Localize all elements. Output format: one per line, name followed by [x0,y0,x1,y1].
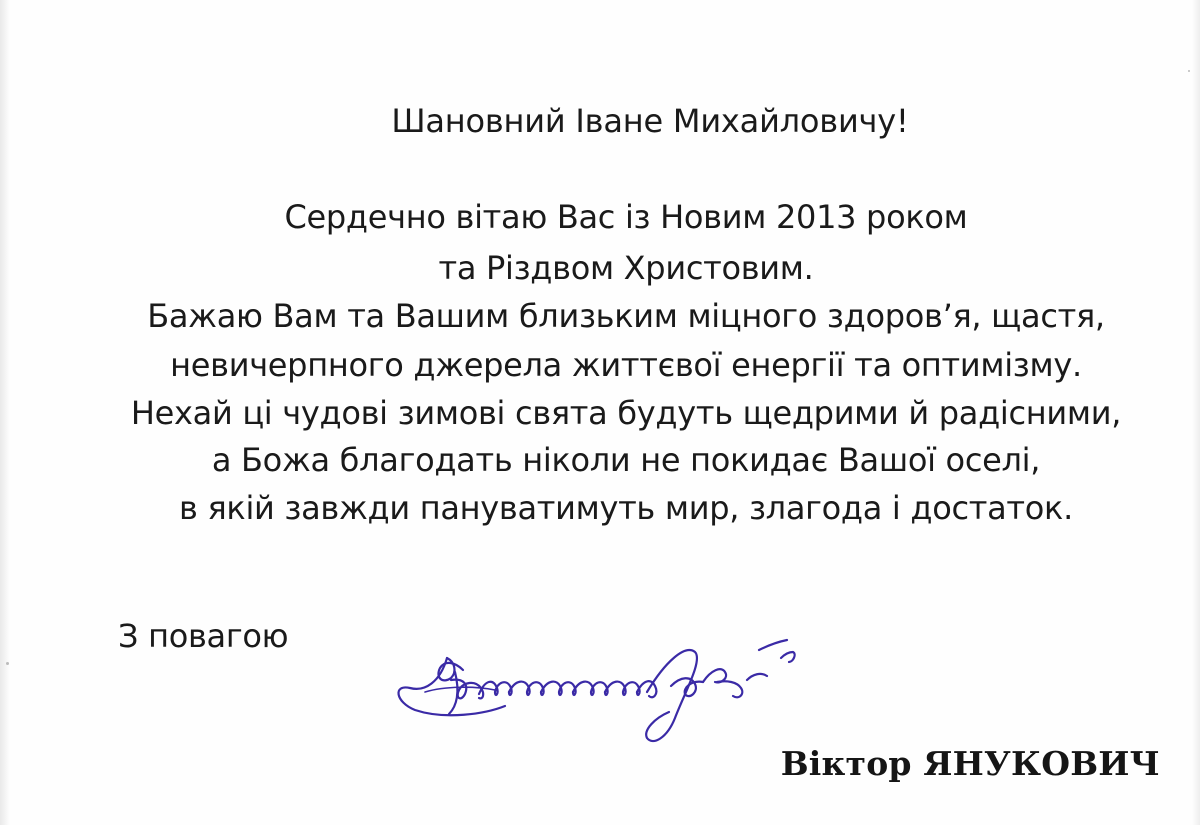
letter-line-1: Сердечно вітаю Вас із Новим 2013 роком [284,198,968,236]
left-edge-shadow [0,0,10,825]
handwritten-signature [385,622,845,752]
letter-line-6: а Божа благодать ніколи не покидає Вашої оселі, [211,441,1041,479]
letter-line-4: невичерпного джерела життєвої енергії та оптимізму. [170,346,1082,384]
letter-line-3: Бажаю Вам та Вашим близьким міцного здоров’я, щастя, [147,297,1105,335]
letter-line-2: та Різдвом Христовим. [438,249,814,287]
paper-speck [6,662,9,665]
paper-speck [1188,70,1190,72]
letter-line-7: в якій завжди пануватимуть мир, злагода і достаток. [179,489,1073,527]
letter-line-5: Нехай ці чудові зимові свята будуть щедрими й радісними, [130,394,1122,432]
signer-name: Віктор ЯНУКОВИЧ [780,744,1160,783]
letter-greeting: Шановний Іване Михайловичу! [391,102,909,140]
letter-closing: З повагою [118,617,289,655]
